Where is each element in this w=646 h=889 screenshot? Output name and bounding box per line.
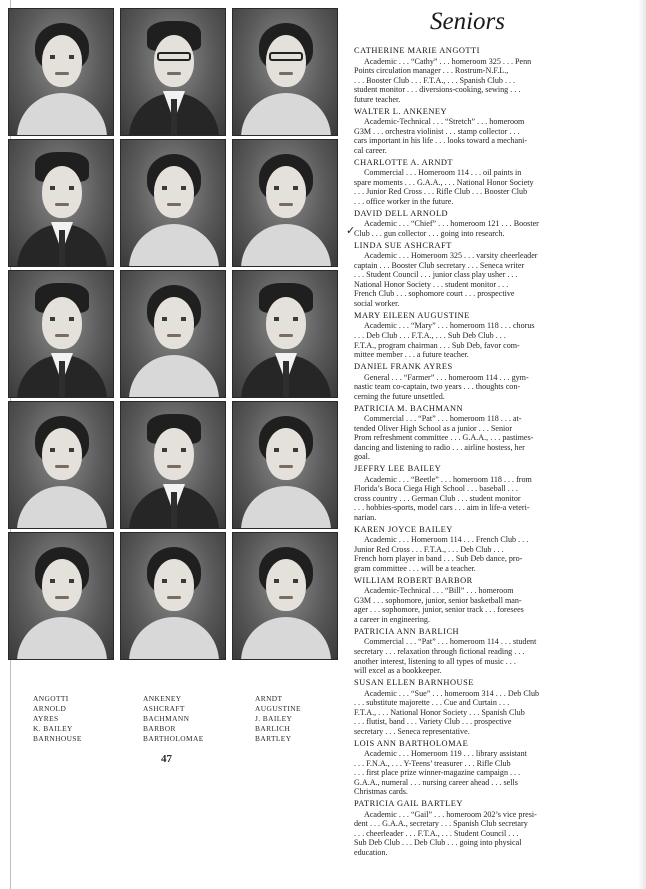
- portrait-photo: [120, 139, 226, 267]
- senior-bio: [354, 799, 594, 857]
- bio-text-line: . . . Junior Red Cross . . . Rifle Club . . . Booster Club: [354, 187, 528, 197]
- portrait-mouth: [55, 596, 69, 599]
- portrait-eyes: [157, 52, 191, 61]
- portrait-eyes: [274, 317, 298, 321]
- page-title: Seniors: [430, 8, 505, 35]
- senior-bio: [354, 576, 594, 625]
- senior-bio: [354, 158, 594, 207]
- senior-name: PATRICIA ANN BARLICH: [354, 626, 460, 636]
- portrait-eyes: [162, 317, 186, 321]
- senior-name: PATRICIA M. BACHMANN: [354, 403, 464, 413]
- portrait-photo: [232, 532, 338, 660]
- portrait-eyes: [269, 52, 303, 61]
- bio-text-line: Academic . . . Homeroom 114 . . . French Club . . .: [364, 535, 529, 545]
- caption-name: AUGUSTINE: [255, 704, 301, 713]
- bio-text-line: G3M . . . orchestra violinist . . . stamp collector . . .: [354, 126, 520, 136]
- senior-bio: [354, 678, 594, 736]
- bio-text-line: French Club . . . sophomore court . . . prospective: [354, 289, 515, 299]
- bio-text-line: Commercial . . . Homeroom 114 . . . oil paints in: [364, 168, 522, 178]
- caption-column: [33, 694, 143, 744]
- portrait-photo: [232, 401, 338, 529]
- bio-text-line: Academic . . . “Beetle” . . . homeroom 118 . . . from: [364, 474, 532, 484]
- portrait-shoulders: [129, 617, 219, 660]
- caption-name: BARBOR: [143, 724, 176, 733]
- bio-text-line: nastic team co-captain, two years . . . thoughts con-: [354, 382, 521, 392]
- bio-text-line: Christmas cards.: [354, 787, 408, 797]
- bio-text-line: spare moments . . . G.A.A., . . . National Honor Society: [354, 177, 534, 187]
- bio-text-line: G.A.A., numeral . . . nursing career ahead . . . sells: [354, 777, 518, 787]
- senior-bio: [354, 362, 594, 401]
- portrait-mouth: [167, 334, 181, 337]
- portrait-eyes: [50, 55, 74, 59]
- bio-text-line: gram committee . . . will be a teacher.: [354, 563, 476, 573]
- portrait-eyes: [50, 448, 74, 452]
- bio-text-line: Club . . . gun collector . . . going into research.: [354, 228, 505, 238]
- caption-name: K. BAILEY: [33, 724, 73, 733]
- caption-name: ARNOLD: [33, 704, 67, 713]
- caption-column: [255, 694, 355, 744]
- bio-text-line: Academic-Technical . . . “Stretch” . . . homeroom: [364, 117, 525, 127]
- bio-text-line: F.T.A., . . . National Honor Society . . . Spanish Club: [354, 707, 525, 717]
- portrait-face: [266, 35, 306, 87]
- senior-name: WILLIAM ROBERT BARBOR: [354, 575, 473, 585]
- portrait-face: [42, 297, 82, 349]
- portrait-mouth: [279, 465, 293, 468]
- portrait-mouth: [279, 334, 293, 337]
- senior-bio: [354, 464, 594, 522]
- bio-text-line: . . . office worker in the future.: [354, 196, 454, 206]
- portrait-shoulders: [241, 93, 331, 136]
- portrait-eyes: [162, 186, 186, 190]
- bio-text-line: social worker.: [354, 299, 400, 308]
- bio-text-line: G3M . . . sophomore, junior, senior basketball man-: [354, 595, 522, 605]
- bio-text-line: . . . first place prize winner-magazine campaign . . .: [354, 768, 521, 778]
- caption-name: BACHMANN: [143, 714, 190, 723]
- portrait-face: [154, 428, 194, 480]
- senior-bio: [354, 627, 594, 676]
- portrait-face: [154, 166, 194, 218]
- portrait-face: [42, 166, 82, 218]
- bio-text-line: education.: [354, 847, 388, 857]
- bio-text-line: Junior Red Cross . . . F.T.A., . . . Deb Club . . .: [354, 544, 504, 554]
- senior-bio: [354, 241, 594, 309]
- bio-text-line: dancing and listening to radio . . . airline hostess, her: [354, 442, 525, 452]
- bio-text-line: another interest, listening to all types of music . . .: [354, 656, 516, 666]
- bio-text-line: goal.: [354, 452, 370, 462]
- portrait-mouth: [279, 72, 293, 75]
- bio-text-line: a career in engineering.: [354, 615, 430, 625]
- portrait-shoulders: [17, 93, 107, 136]
- page-number: 47: [161, 753, 172, 765]
- portrait-mouth: [167, 596, 181, 599]
- bio-text-line: . . . Booster Club . . . F.T.A., . . . Spanish Club . . .: [354, 75, 516, 85]
- bio-text-line: captain . . . Booster Club secretary . . . Seneca writer: [354, 260, 525, 270]
- portrait-photo: [8, 401, 114, 529]
- check-mark-icon: ✓: [346, 225, 356, 237]
- bio-text-line: cerning the future unsettled.: [354, 391, 445, 401]
- bio-text-line: . . . Student Council . . . junior class play usher . . .: [354, 270, 518, 280]
- portrait-eyes: [162, 579, 186, 583]
- portrait-face: [266, 297, 306, 349]
- senior-name: JEFFRY LEE BAILEY: [354, 464, 442, 474]
- portrait-face: [154, 297, 194, 349]
- portrait-mouth: [167, 72, 181, 75]
- portrait-photo: [232, 139, 338, 267]
- senior-bios: [354, 46, 594, 860]
- bio-text-line: narian.: [354, 512, 377, 522]
- bio-text-line: . . . F.N.A., . . . Y-Teens’ treasurer . . . Rifle Club: [354, 758, 511, 768]
- bio-text-line: cal career.: [354, 145, 387, 155]
- portrait-eyes: [50, 317, 74, 321]
- portrait-shoulders: [129, 355, 219, 398]
- senior-bio: [354, 404, 594, 462]
- senior-bio: [354, 107, 594, 156]
- bio-text-line: Florida’s Boca Ciega High School . . . baseball . . .: [354, 484, 518, 494]
- bio-text-line: Academic . . . “Mary” . . . homeroom 118 . . . chorus: [364, 321, 535, 331]
- portrait-face: [154, 559, 194, 611]
- caption-name: AYRES: [33, 714, 59, 723]
- caption-name: ASHCRAFT: [143, 704, 185, 713]
- portrait-photo: [232, 270, 338, 398]
- bio-text-line: cars important in his life . . . looks toward a mechani-: [354, 136, 528, 146]
- portrait-face: [266, 559, 306, 611]
- portrait-eyes: [50, 579, 74, 583]
- bio-text-line: secretary . . . relaxation through fictional reading . . .: [354, 647, 525, 656]
- caption-name: BARNHOUSE: [33, 734, 82, 743]
- bio-text-line: Academic . . . Homeroom 119 . . . library assistant: [364, 749, 527, 759]
- portrait-photo: [120, 8, 226, 136]
- caption-name: BARTHOLOMAE: [143, 734, 204, 743]
- portrait-photo: [8, 532, 114, 660]
- portrait-mouth: [55, 72, 69, 75]
- bio-text-line: student monitor . . . diversions-cooking, sewing . . .: [354, 85, 521, 95]
- bio-text-line: tended Oliver High School as a junior . . . Senior: [354, 423, 513, 433]
- bio-text-line: will excel as a bookkeeper.: [354, 666, 442, 676]
- bio-text-line: Sub Deb Club . . . Deb Club . . . going into physical: [354, 838, 522, 848]
- bio-text-line: cross country . . . German Club . . . student monitor: [354, 493, 521, 503]
- bio-text-line: . . . Deb Club . . . F.T.A., . . . Sub Deb Club . . .: [354, 330, 506, 340]
- portrait-shoulders: [241, 486, 331, 529]
- portrait-shoulders: [17, 486, 107, 529]
- bio-text-line: . . . flutist, band . . . Variety Club . . . prospective: [354, 717, 512, 727]
- bio-text-line: Commercial . . . “Pat” . . . homeroom 118 . . . at-: [364, 414, 522, 424]
- senior-name: PATRICIA GAIL BARTLEY: [354, 799, 463, 809]
- senior-bio: [354, 739, 594, 797]
- portrait-face: [266, 428, 306, 480]
- portrait-eyes: [162, 448, 186, 452]
- bio-text-line: Academic . . . “Chief” . . . homeroom 121 . . . Booster: [364, 219, 539, 229]
- senior-name: SUSAN ELLEN BARNHOUSE: [354, 678, 474, 688]
- caption-name: J. BAILEY: [255, 714, 293, 723]
- caption-name: BARLICH: [255, 724, 291, 733]
- portrait-tie: [59, 361, 65, 398]
- portrait-photo: [8, 8, 114, 136]
- portrait-mouth: [167, 203, 181, 206]
- portrait-mouth: [55, 334, 69, 337]
- bio-text-line: Academic . . . Homeroom 325 . . . varsity cheerleader: [364, 251, 538, 261]
- bio-text-line: . . . hobbies-sports, model cars . . . aim in life-a veteri-: [354, 503, 530, 513]
- bio-text-line: dent . . . G.A.A., secretary . . . Spanish Club secretary: [354, 819, 528, 829]
- portrait-photo: [8, 270, 114, 398]
- caption-name: BARTLEY: [255, 734, 292, 743]
- portrait-mouth: [167, 465, 181, 468]
- senior-bio: [354, 209, 594, 239]
- portrait-mouth: [55, 465, 69, 468]
- bio-text-line: Academic . . . “Cathy” . . . homeroom 325 . . . Penn: [364, 56, 532, 66]
- bio-text-line: Academic . . . “Sue” . . . homeroom 314 . . . Deb Club: [364, 688, 540, 698]
- portrait-face: [42, 428, 82, 480]
- portrait-face: [42, 559, 82, 611]
- portrait-mouth: [279, 596, 293, 599]
- portrait-photo: [120, 532, 226, 660]
- portrait-photo: [8, 139, 114, 267]
- caption-name: ANGOTTI: [33, 694, 69, 703]
- portrait-eyes: [274, 448, 298, 452]
- senior-bio: [354, 311, 594, 360]
- portrait-eyes: [274, 579, 298, 583]
- senior-name: LOIS ANN BARTHOLOMAE: [354, 738, 469, 748]
- bio-text-line: French horn player in band . . . Sub Deb dance, pro-: [354, 554, 523, 564]
- portrait-shoulders: [241, 224, 331, 267]
- photo-caption-names: [33, 694, 355, 744]
- bio-text-line: future teacher.: [354, 94, 401, 104]
- portrait-shoulders: [17, 617, 107, 660]
- portrait-shoulders: [241, 617, 331, 660]
- bio-text-line: ager . . . sophomore, junior, senior track . . . foresees: [354, 605, 524, 615]
- senior-name: MARY EILEEN AUGUSTINE: [354, 310, 470, 320]
- bio-text-line: F.T.A., program chairman . . . Sub Deb, favor com-: [354, 340, 520, 350]
- senior-name: CHARLOTTE A. ARNDT: [354, 157, 454, 167]
- portrait-tie: [171, 99, 177, 136]
- senior-name: KAREN JOYCE BAILEY: [354, 524, 453, 534]
- portrait-mouth: [55, 203, 69, 206]
- portrait-face: [154, 35, 194, 87]
- bio-text-line: Commercial . . . “Pat” . . . homeroom 114 . . . student: [364, 637, 537, 647]
- caption-name: ANKENEY: [143, 694, 182, 703]
- portrait-face: [42, 35, 82, 87]
- bio-text-line: . . . cheerleader . . . F.T.A., . . . Student Council . . .: [354, 828, 519, 838]
- bio-text-line: General . . . “Farmer” . . . homeroom 114 . . . gym-: [364, 372, 529, 382]
- caption-name: ARNDT: [255, 694, 283, 703]
- caption-column: [143, 694, 255, 744]
- portrait-grid: [4, 8, 344, 688]
- senior-name: DAVID DELL ARNOLD: [354, 208, 449, 218]
- senior-name: LINDA SUE ASHCRAFT: [354, 240, 452, 250]
- senior-name: CATHERINE MARIE ANGOTTI: [354, 46, 480, 55]
- portrait-eyes: [274, 186, 298, 190]
- portrait-mouth: [279, 203, 293, 206]
- portrait-photo: [120, 401, 226, 529]
- senior-name: DANIEL FRANK AYRES: [354, 362, 453, 372]
- bio-text-line: . . . substitute majorette . . . Cue and Curtain . . .: [354, 698, 510, 708]
- bio-text-line: mittee member . . . a future teacher.: [354, 350, 469, 360]
- portrait-tie: [283, 361, 289, 398]
- portrait-shoulders: [129, 224, 219, 267]
- bio-text-line: Prom refreshment committee . . . G.A.A., . . . pastimes-: [354, 433, 534, 443]
- bio-text-line: Academic . . . “Gail” . . . homeroom 202’s vice presi-: [364, 809, 537, 819]
- portrait-eyes: [50, 186, 74, 190]
- portrait-tie: [171, 492, 177, 529]
- bio-text-line: secretary . . . Seneca representative.: [354, 726, 470, 736]
- senior-bio: [354, 46, 594, 104]
- senior-bio: [354, 525, 594, 574]
- portrait-tie: [59, 230, 65, 267]
- portrait-face: [266, 166, 306, 218]
- bio-text-line: Academic-Technical . . . “Bill” . . . homeroom: [364, 586, 514, 596]
- page-shadow: [638, 0, 646, 889]
- portrait-photo: [232, 8, 338, 136]
- portrait-photo: [120, 270, 226, 398]
- senior-name: WALTER L. ANKENEY: [354, 106, 448, 116]
- bio-text-line: Points circulation manager . . . Rostrum-N.F.L.,: [354, 66, 509, 76]
- bio-text-line: National Honor Society . . . student monitor . . .: [354, 279, 509, 289]
